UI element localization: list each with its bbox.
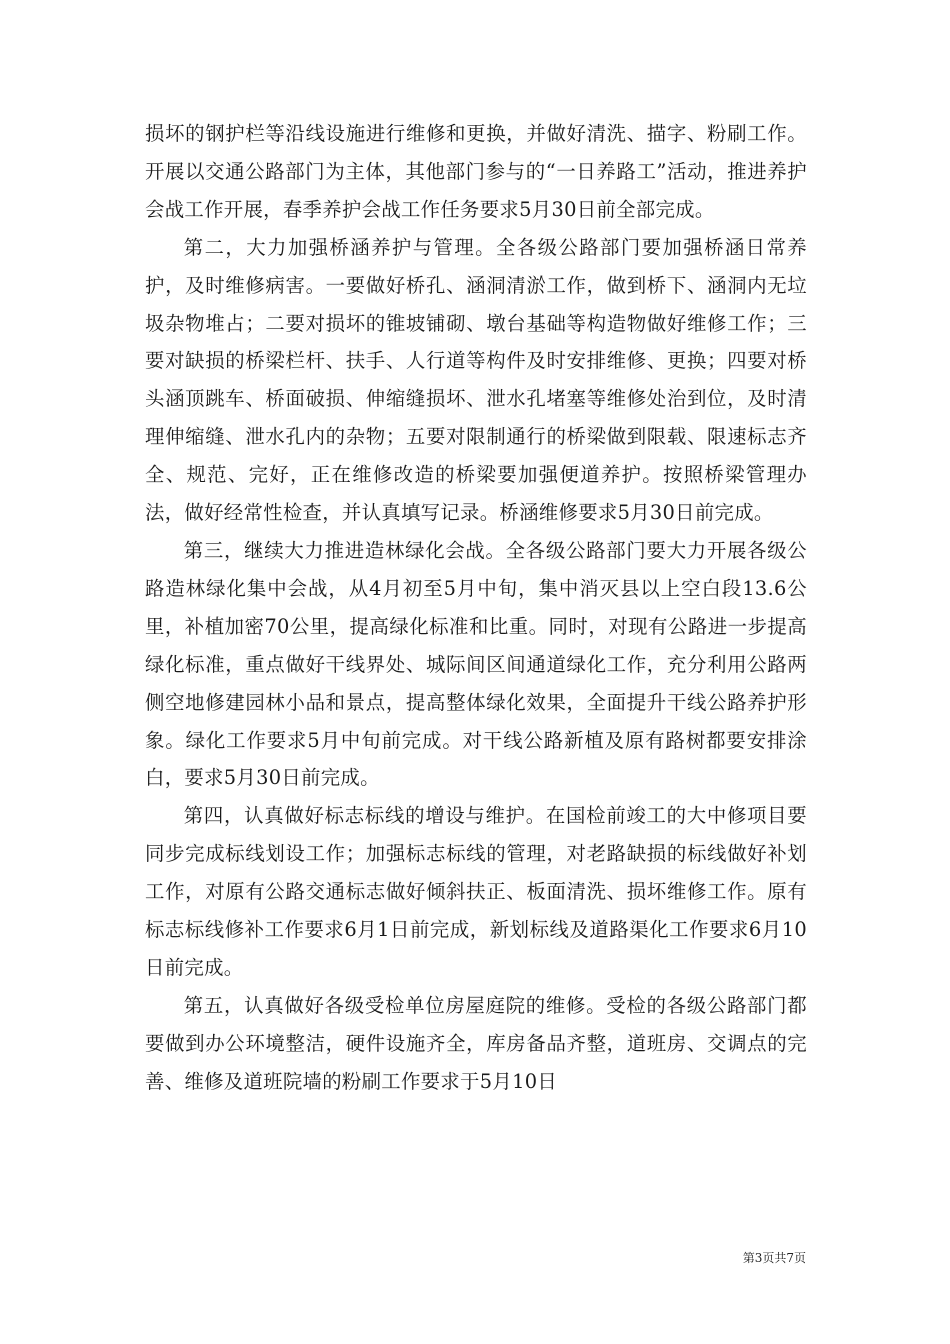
- page-number: 第3页共7页: [742, 1251, 806, 1265]
- paragraph-continuation: 损坏的钢护栏等沿线设施进行维修和更换，并做好清洗、描字、粉刷工作。开展以交通公路部门为主体，其他部门参与的“一日养路工”活动，推进养护会战工作开展，春季养护会战工作任务要求5月30日前全部完成。: [145, 122, 807, 221]
- paragraph-bridge-maintenance: 第二，大力加强桥涵养护与管理。全各级公路部门要加强桥涵日常养护，及时维修病害。一要做好桥孔、涵洞清淤工作，做到桥下、涵洞内无垃圾杂物堆占；二要对损坏的锥坡铺砌、墩台基础等构造物做好维修工作；三要对缺损的桥梁栏杆、扶手、人行道等构件及时安排维修、更换；四要对桥头涵顶跳车、桥面破损、伸缩缝损坏、泄水孔堵塞等维修处治到位，及时清理伸缩缝、泄水孔内的杂物；五要对限制通行的桥梁做到限载、限速标志齐全、规范、完好，正在维修改造的桥梁要加强便道养护。按照桥梁管理办法，做好经常性检查，并认真填写记录。桥涵维修要求5月30日前完成。: [145, 235, 807, 525]
- document-body: [145, 115, 807, 1101]
- paragraph-greening: 第三，继续大力推进造林绿化会战。全各级公路部门要大力开展各级公路造林绿化集中会战，从4月初至5月中旬，集中消灭县以上空白段13.6公里，补植加密70公里，提高绿化标准和比重。同时，对现有公路进一步提高绿化标准，重点做好干线界处、城际间区间通道绿化工作，充分利用公路两侧空地修建园林小品和景点，提高整体绿化效果，全面提升干线公路养护形象。绿化工作要求5月中旬前完成。对干线公路新植及原有路树都要安排涂白，要求5月30日前完成。: [145, 538, 807, 790]
- page-footer: [0, 1250, 950, 1274]
- paragraph-markings: 第四，认真做好标志标线的增设与维护。在国检前竣工的大中修项目要同步完成标线划设工作；加强标志标线的管理，对老路缺损的标线做好补划工作，对原有公路交通标志做好倾斜扶正、板面清洗、损坏维修工作。原有标志标线修补工作要求6月1日前完成，新划标线及道路渠化工作要求6月10日前完成。: [145, 804, 807, 979]
- paragraph-housing: 第五，认真做好各级受检单位房屋庭院的维修。受检的各级公路部门都要做到办公环境整洁，硬件设施齐全，库房备品齐整，道班房、交调点的完善、维修及道班院墙的粉刷工作要求于5月10日: [145, 993, 807, 1093]
